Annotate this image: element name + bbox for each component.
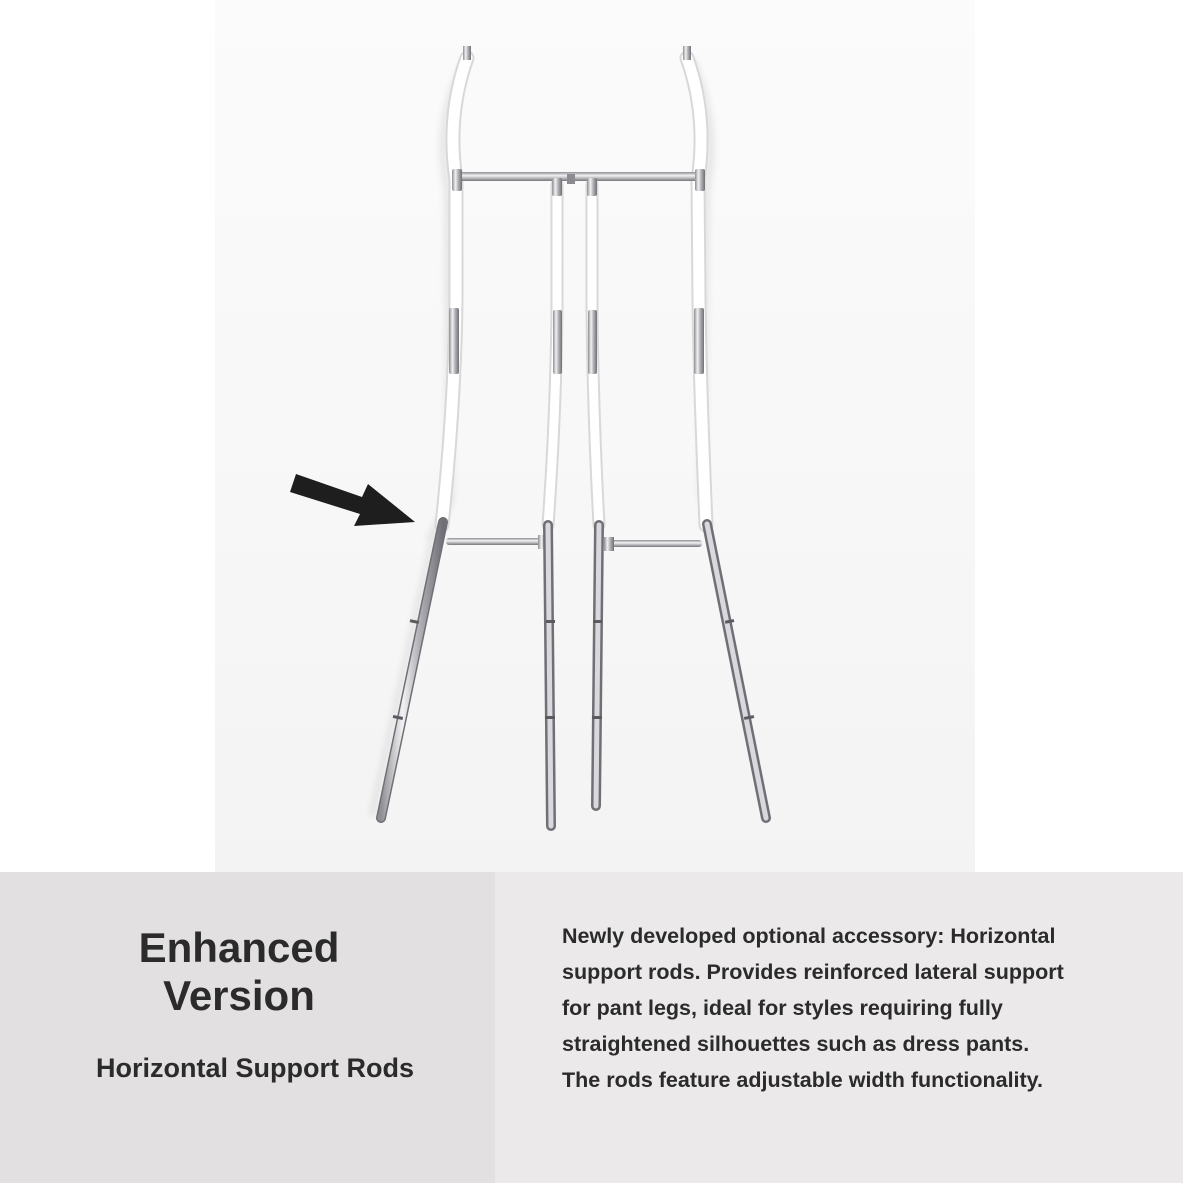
description-line: support rods. Provides reinforced lateral support (562, 960, 1064, 984)
caption-title-line: Version (163, 972, 315, 1019)
caption-title-panel (0, 872, 495, 1183)
description-line: Newly developed optional accessory: Horizontal (562, 924, 1056, 948)
caption-subtitle: Horizontal Support Rods (96, 1053, 414, 1083)
description-line: straightened silhouettes such as dress pants. (562, 1032, 1030, 1056)
horizontal-support-rods (446, 535, 702, 551)
arrow-icon (290, 474, 415, 526)
frame-outer-right (683, 46, 706, 525)
description-line: for pant legs, ideal for styles requiring fully (562, 996, 1003, 1020)
caption-title-line: Enhanced (138, 924, 340, 971)
top-crossbar (452, 169, 705, 196)
description-line: The rods feature adjustable width functionality. (562, 1068, 1044, 1092)
caption-title (0, 924, 478, 1020)
connector-sleeves (449, 308, 704, 374)
caption-description-panel (495, 872, 1183, 1183)
caption-description (562, 918, 1162, 1098)
lower-chrome-legs (381, 522, 766, 826)
